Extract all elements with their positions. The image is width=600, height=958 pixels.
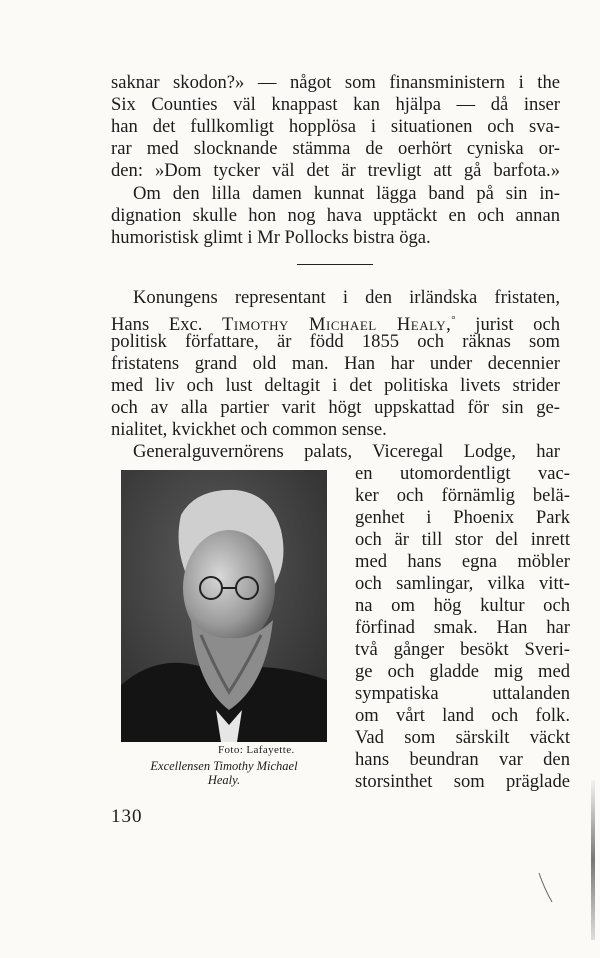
paragraph-1-line-2: Six Counties väl knappast kan hjälpa — då inser <box>111 94 560 115</box>
paragraph-3-line-5: med liv och lust deltagit i det politiska livets strider <box>111 375 560 396</box>
page-edge-shadow <box>591 780 595 940</box>
footnote-mark: ° <box>451 314 456 326</box>
caption-line-1: Excellensen Timothy Michael <box>150 759 298 773</box>
paragraph-4-narrow-line: och är till stor del inrett <box>355 529 570 550</box>
person-name: Timothy Michael Healy, <box>222 314 452 336</box>
paragraph-4-narrow-line: ge och gladde mig med <box>355 661 570 682</box>
paragraph-4-narrow-line: ker och förnämlig belä- <box>355 485 570 506</box>
paragraph-4-narrow-line: na om hög kultur och <box>355 595 570 616</box>
paragraph-4-narrow-line: storsinthet som präglade <box>355 771 570 792</box>
paragraph-3-line-7: nialitet, kvickhet och common sense. <box>111 419 387 440</box>
caption-line-2: Healy. <box>207 773 241 787</box>
paragraph-3-text: jurist och <box>455 314 560 336</box>
paragraph-4-narrow-line: med hans egna möbler <box>355 551 570 572</box>
paragraph-1-line-5: den: »Dom tycker väl det är trevligt att gå barfota.» <box>111 160 560 181</box>
paragraph-1-line-1: saknar skodon?» — något som finansministern i the <box>111 72 560 93</box>
paragraph-4-line-1: Generalguvernörens palats, Viceregal Lodge, har <box>133 441 560 462</box>
paragraph-4-narrow-line: en utomordentligt vac- <box>355 463 570 484</box>
paragraph-4-narrow-line: två gånger besökt Sveri- <box>355 639 570 660</box>
paragraph-2-line-1: Om den lilla damen kunnat lägga band på sin in- <box>133 183 560 204</box>
paragraph-4-narrow-line: hans beundran var den <box>355 749 570 770</box>
paragraph-4-narrow-line: sympatiska uttalanden <box>355 683 570 704</box>
paragraph-2-line-2: dignation skulle hon nog hava upptäckt en och annan <box>111 205 560 226</box>
page-number: 130 <box>111 806 143 827</box>
paragraph-1-line-4: rar med slocknande stämma de oerhört cyniska or- <box>111 138 560 159</box>
photo-credit: Foto: Lafayette. <box>218 744 295 756</box>
figure-caption <box>121 759 327 787</box>
paragraph-4-narrow-line: om vårt land och folk. <box>355 705 570 726</box>
paragraph-3-line-1: Konungens representant i den irländska fristaten, <box>133 287 560 308</box>
portrait-photo <box>121 470 327 742</box>
paragraph-3-line-6: och av alla partier varit högt uppskattad för sin ge- <box>111 397 560 418</box>
paragraph-3-text: Hans Exc. <box>111 314 223 336</box>
paragraph-3-line-3: politisk författare, är född 1855 och räknas som <box>111 331 560 352</box>
paragraph-1-line-3: han det fullkomligt hopplösa i situationen och sva- <box>111 116 560 137</box>
section-divider <box>297 264 373 265</box>
paragraph-3-line-4: fristatens grand old man. Han har under decennier <box>111 353 560 374</box>
paragraph-2-line-3: humoristisk glimt i Mr Pollocks bistra öga. <box>111 227 431 248</box>
paragraph-4-narrow-line: och samlingar, vilka vitt- <box>355 573 570 594</box>
scan-mark <box>536 870 556 906</box>
paragraph-4-narrow-line: förfinad smak. Han har <box>355 617 570 638</box>
paragraph-4-narrow-line: Vad som särskilt väckt <box>355 727 570 748</box>
paragraph-4-narrow-line: genhet i Phoenix Park <box>355 507 570 528</box>
portrait-illustration <box>121 470 327 742</box>
